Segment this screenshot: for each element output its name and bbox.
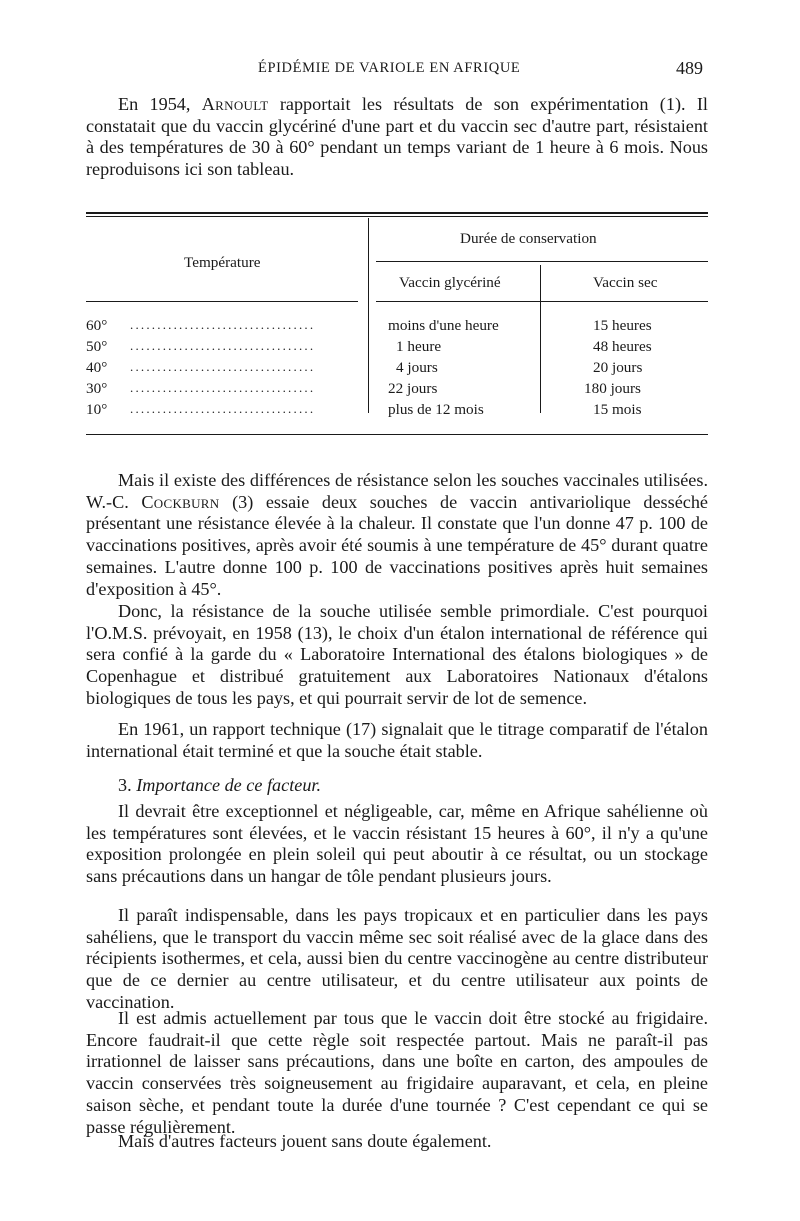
- paragraph-oms: Donc, la résistance de la souche utilisée semble primordiale. C'est pourquoi l'O.M.S. prévoyait, en 1958 (13), le choix d'un étalon international de référence qui sera confié à la garde du « Laboratoire International des étalons biologiques » de Copenhague et distribué gratuitement aux Laboratoires Nationaux d'étalons biologiques de tous les pays, et qui pourrait servir de lot de semence.: [86, 601, 708, 708]
- column-header-duration: Durée de conservation: [460, 230, 597, 247]
- page-number: 489: [676, 58, 703, 78]
- row-glycerine: 4 jours: [396, 359, 438, 376]
- paragraph-transport: Il paraît indispensable, dans les pays tropicaux et en particulier dans les pays sahéliens, que le transport du vaccin même sec soit réalisé avec de la glace dans des récipients isothermes, et cela, aussi bien du centre vaccinogène au centre distributeur que de ce dernier au centre utilisateur, et du centre utilisateur aux points de vaccination.: [86, 905, 708, 1012]
- table-row: 60° .................................. moins d'une heure 15 heures: [86, 317, 652, 334]
- row-temperature: 30°: [86, 380, 108, 397]
- row-temperature: 60°: [86, 317, 108, 334]
- conservation-table: [86, 210, 708, 442]
- row-dry: 48 heures: [593, 338, 652, 355]
- paragraph-souches: Mais il existe des différences de résistance selon les souches vaccinales utilisées. W.-C. Cockburn (3) essaie deux souches de vaccin antivariolique desséché présentant une résistance élevée à la chaleur. Il constate que l'un donne 47 p. 100 de vaccinations positives, après avoir été soumis à une température de 45° durant quatre semaines. L'autre donne 100 p. 100 de vaccinations positives après huit semaines d'exposition à 45°.: [86, 470, 708, 599]
- row-temperature: 10°: [86, 401, 108, 418]
- column-header-dry: Vaccin sec: [593, 274, 658, 291]
- author-cockburn: Cockburn: [141, 491, 220, 512]
- author-arnoult: Arnoult: [201, 94, 269, 114]
- row-dry: 15 mois: [593, 401, 642, 418]
- row-dry: 15 heures: [593, 317, 652, 334]
- column-header-temperature: Température: [184, 254, 261, 271]
- table-row: 50° .................................. 1 heure 48 heures: [86, 338, 652, 355]
- table-row: 30° .................................. 22 jours 180 jours: [86, 380, 641, 397]
- row-glycerine: 22 jours: [388, 380, 438, 397]
- row-temperature: 40°: [86, 359, 108, 376]
- section-heading: 3. Importance de ce facteur.: [118, 775, 322, 795]
- row-glycerine: moins d'une heure: [388, 317, 499, 334]
- paragraph-autres-facteurs: Mais d'autres facteurs jouent sans doute également.: [118, 1131, 492, 1151]
- page-header: [0, 58, 800, 82]
- row-dry: 180 jours: [584, 380, 641, 397]
- intro-paragraph: En 1954, Arnoult rapportait les résultats de son expérimentation (1). Il constatait que du vaccin glycériné d'une part et du vaccin sec d'autre part, résistaient à des températures de 30 à 60° pendant un temps variant de 1 heure à 6 mois. Nous reproduisons ici son tableau.: [86, 94, 708, 180]
- row-glycerine: plus de 12 mois: [388, 401, 484, 418]
- row-temperature: 50°: [86, 338, 108, 355]
- column-header-glycerine: Vaccin glycériné: [399, 274, 501, 291]
- table-row: 10° .................................. plus de 12 mois 15 mois: [86, 401, 642, 418]
- table-row: 40° .................................. 4 jours 20 jours: [86, 359, 643, 376]
- paragraph-frigidaire: Il est admis actuellement par tous que le vaccin doit être stocké au frigidaire. Encore faudrait-il que cette règle soit respectée partout. Mais ne paraît-il pas irrationnel de laisser sans précautions, dans une boîte en carton, des ampoules de vaccin conservées très soigneusement au frigidaire auparavant, et cela, en pleine saison sèche, et pendant toute la durée d'une tournée ? C'est cependant ce qui se passe régulièrement.: [86, 1008, 708, 1137]
- paragraph-importance: Il devrait être exceptionnel et négligeable, car, même en Afrique sahélienne où les températures sont élevées, et le vaccin résistant 15 heures à 60°, il n'y a qu'une exposition prolongée en plein soleil qui peut aboutir à ce résultat, ou un stockage sans précautions dans un hangar de tôle pendant plusieurs jours.: [86, 801, 708, 887]
- row-glycerine: 1 heure: [396, 338, 442, 355]
- running-title: ÉPIDÉMIE DE VARIOLE EN AFRIQUE: [258, 60, 521, 76]
- row-dry: 20 jours: [593, 359, 643, 376]
- paragraph-1961: En 1961, un rapport technique (17) signalait que le titrage comparatif de l'étalon international était terminé et que la souche était stable.: [86, 719, 708, 761]
